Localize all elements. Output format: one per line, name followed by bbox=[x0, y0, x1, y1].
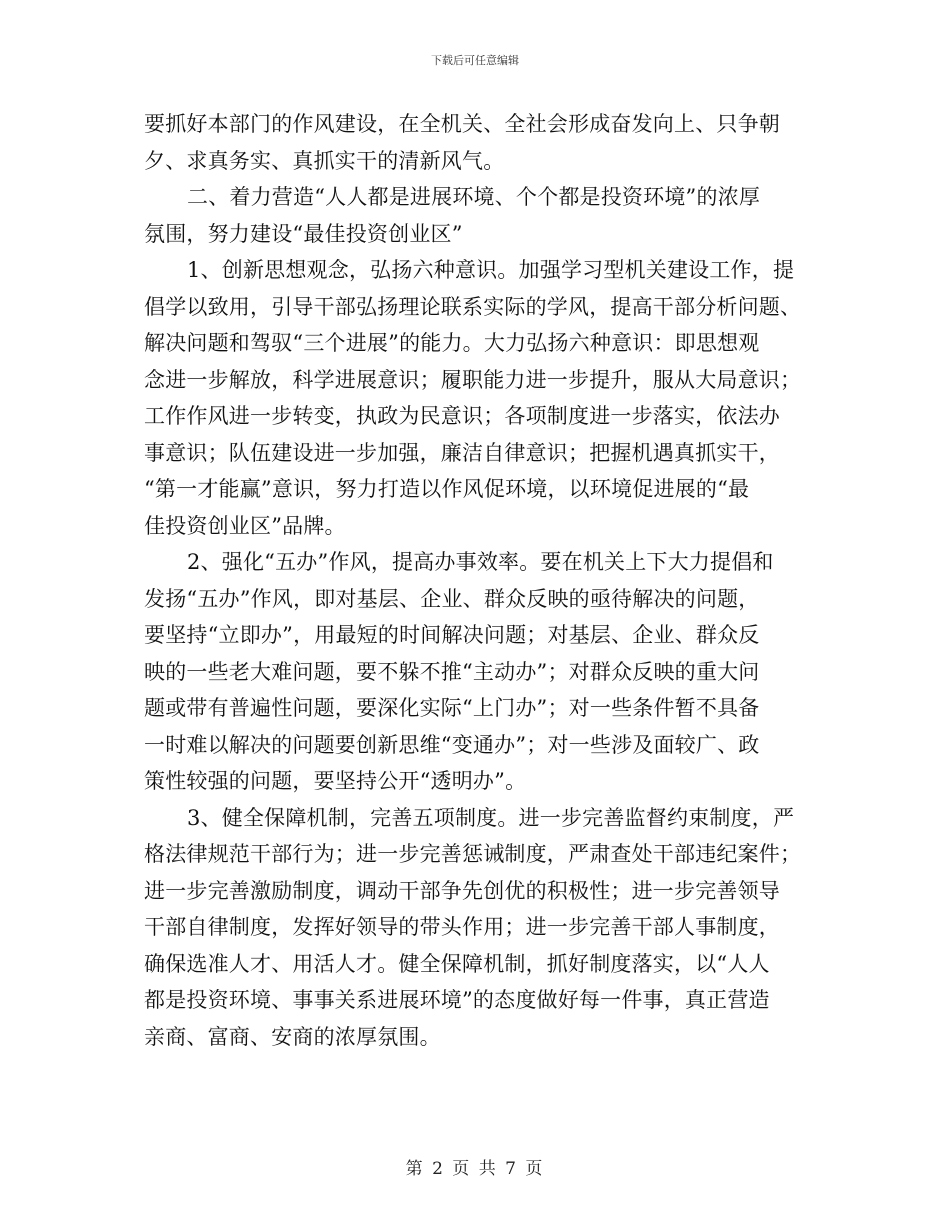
text-line: 二、着力营造“人人都是进展环境、个个都是投资环境”的浓厚 bbox=[187, 185, 761, 209]
text-line: 1、创新思想观念，弘扬六种意识。加强学习型机关建设工作，提 bbox=[187, 258, 795, 282]
text-line: 一时难以解决的问题要创新思维“变通办”；对一些涉及面较广、政 bbox=[144, 732, 760, 757]
text-line: 都是投资环境、事事关系进展环境”的态度做好每一件事，真正营造 bbox=[144, 988, 770, 1012]
text-line: 策性较强的问题，要坚持公开“透明办”。 bbox=[144, 769, 527, 793]
text-line: 念进一步解放，科学进展意识；履职能力进一步提升，服从大局意识； bbox=[144, 367, 802, 392]
text-line: 干部自律制度，发挥好领导的带头作用；进一步完善干部人事制度， bbox=[144, 915, 780, 939]
page-footer: 第 2 页 共 7 页 bbox=[405, 1159, 545, 1179]
text-line: 工作作风进一步转变，执政为民意识；各项制度进一步落实，依法办 bbox=[144, 404, 780, 428]
text-line: 要坚持“立即办”，用最短的时间解决问题；对基层、企业、群众反 bbox=[144, 623, 760, 647]
text-line: 格法律规范干部行为；进一步完善惩诫制度，严肃查处干部违纪案件； bbox=[144, 842, 802, 866]
text-line: 要抓好本部门的作风建设，在全机关、全社会形成奋发向上、只争朝 bbox=[144, 112, 780, 136]
text-line: 解决问题和驾驭“三个进展”的能力。大力弘扬六种意识：即思想观 bbox=[144, 331, 760, 355]
text-line: 倡学以致用，引导干部弘扬理论联系实际的学风，提高干部分析问题、 bbox=[144, 294, 802, 319]
text-line: 亲商、富商、安商的浓厚氛围。 bbox=[144, 1024, 441, 1049]
text-line: 3、健全保障机制，完善五项制度。进一步完善监督约束制度，严 bbox=[187, 805, 795, 830]
text-line: 氛围，努力建设“最佳投资创业区” bbox=[144, 221, 463, 246]
text-line: 佳投资创业区”品牌。 bbox=[144, 513, 346, 538]
text-line: 确保选准人才、用活人才。健全保障机制，抓好制度落实，以“人人 bbox=[144, 951, 770, 976]
text-line: 2、强化“五办”作风，提高办事效率。要在机关上下大力提倡和 bbox=[187, 550, 774, 574]
page-header: 下载后可任意编辑 bbox=[431, 54, 519, 67]
document-body bbox=[144, 106, 804, 1055]
text-line: 发扬“五办”作风，即对基层、企业、群众反映的亟待解决的问题， bbox=[144, 586, 760, 611]
text-line: 事意识；队伍建设进一步加强，廉洁自律意识；把握机遇真抓实干， bbox=[144, 440, 780, 465]
text-line: 夕、求真务实、真抓实干的清新风气。 bbox=[144, 148, 505, 173]
text-line: 题或带有普遍性问题，要深化实际“上门办”；对一些条件暂不具备 bbox=[144, 696, 760, 720]
text-line: 映的一些老大难问题，要不躲不推“主动办”；对群众反映的重大问 bbox=[144, 659, 760, 684]
text-line: 进一步完善激励制度，调动干部争先创优的积极性；进一步完善领导 bbox=[144, 878, 780, 903]
text-line: “第一才能赢”意识，努力打造以作风促环境，以环境促进展的“最 bbox=[144, 477, 750, 501]
